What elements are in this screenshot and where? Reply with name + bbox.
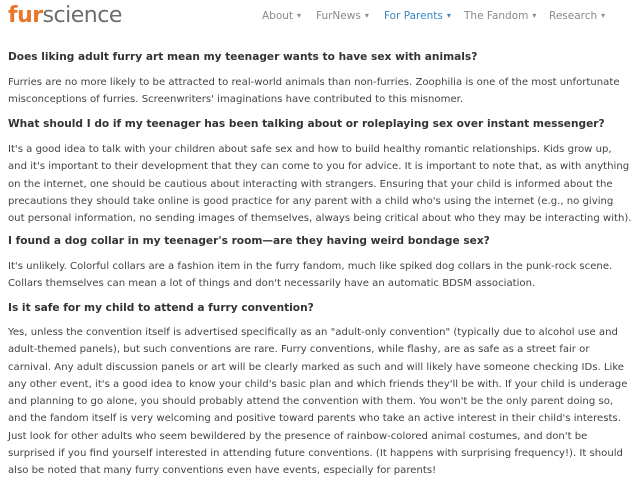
faq-answer — [8, 324, 628, 480]
site-logo[interactable] — [8, 3, 122, 29]
answer-line: Yes, unless the convention itself is advertised specifically as an "adult-only convention" (typically due to alcohol use and — [8, 327, 618, 338]
nav-item-for-parents[interactable] — [384, 10, 451, 22]
chevron-down-icon: ▾ — [297, 11, 302, 20]
nav-item-the-fandom[interactable] — [464, 10, 536, 22]
nav-item-label: The Fandom — [464, 10, 529, 22]
nav-item-label: For Parents — [384, 10, 443, 22]
answer-line: carnival. Any adult discussion panels or art will be clearly marked as such and will likely have someone checking IDs. Like — [8, 361, 625, 373]
answer-line: It's unlikely. Colorful collars are a fashion item in the furry fandom, much like spiked dog collars in the punk-rock scene. — [8, 261, 613, 272]
answer-line: and planning to go alone, you should probably attend the convention with them. You won't be the only parent doing so, — [8, 396, 614, 408]
nav-item-about[interactable] — [262, 10, 301, 22]
answer-line: out personal information, no sending images of themselves, always being critical about who they may be interacting with). — [8, 213, 632, 225]
nav-item-research[interactable] — [549, 10, 605, 22]
logo-fur-text: fur — [8, 3, 43, 28]
answer-line: misconceptions of furries. Screenwriters' imaginations have contributed to this misnomer. — [8, 94, 464, 106]
answer-line: any other event, it's a good idea to know your child's basic plan and which friends they'll be with. If your child is underage — [8, 378, 628, 390]
chevron-down-icon: ▾ — [364, 11, 369, 20]
answer-line: adult-themed panels), but such conventions are rare. Furry conventions, while flashy, are as safe as a street fair or — [8, 344, 590, 356]
faq-question: Is it safe for my child to attend a furry convention? — [8, 302, 314, 314]
nav-item-label: About — [262, 10, 294, 22]
answer-line: precautions they should take online is good practice for any parent with a child who's using the internet (e.g., no giving — [8, 195, 614, 207]
faq-answer — [8, 74, 620, 109]
nav-item-label: Research — [549, 10, 598, 22]
answer-line: and it's important to their development that they can come to you for advice. It is important to note that, as with anything — [8, 161, 630, 173]
answer-line: Furries are no more likely to be attracted to real-world animals than non-furries. Zoophilia is one of the most unfortunate — [8, 77, 620, 88]
answer-line: It's a good idea to talk with your children about safe sex and how to build healthy romantic relationships. Kids grow up, — [8, 144, 612, 155]
faq-question: I found a dog collar in my teenager's room—are they having weird bondage sex? — [8, 235, 490, 247]
chevron-down-icon: ▾ — [532, 11, 537, 20]
faq-answer — [8, 141, 632, 227]
nav-item-furnews[interactable] — [316, 10, 369, 22]
answer-line: surprised if you find yourself interested in attending future conventions. (It happens with surprising frequency!). It should — [8, 448, 623, 460]
answer-line: on the internet, one should be cautious about interacting with strangers. Ensuring that your child is informed about the — [8, 178, 613, 190]
chevron-down-icon: ▾ — [601, 11, 606, 20]
answer-line: and the fandom itself is very welcoming and positive toward parents who take an active interest in their child's interests. — [8, 413, 621, 425]
faq-answer — [8, 258, 613, 293]
site-header — [0, 0, 606, 36]
faq-question: Does liking adult furry art mean my teenager wants to have sex with animals? — [8, 51, 478, 63]
answer-line: Collars themselves can mean a lot of things and don't necessarily have an automatic BDSM association. — [8, 278, 536, 290]
nav-item-label: FurNews — [316, 10, 361, 22]
chevron-down-icon: ▾ — [446, 11, 451, 20]
logo-science-text: science — [42, 3, 122, 28]
faq-question: What should I do if my teenager has been talking about or roleplaying sex over instant messenger? — [8, 118, 605, 130]
answer-line: Just look for other adults who seem bewildered by the presence of rainbow-colored animal costumes, and don't be — [8, 430, 588, 442]
answer-line: also be noted that many furry conventions even have events, especially for parents! — [8, 465, 437, 477]
